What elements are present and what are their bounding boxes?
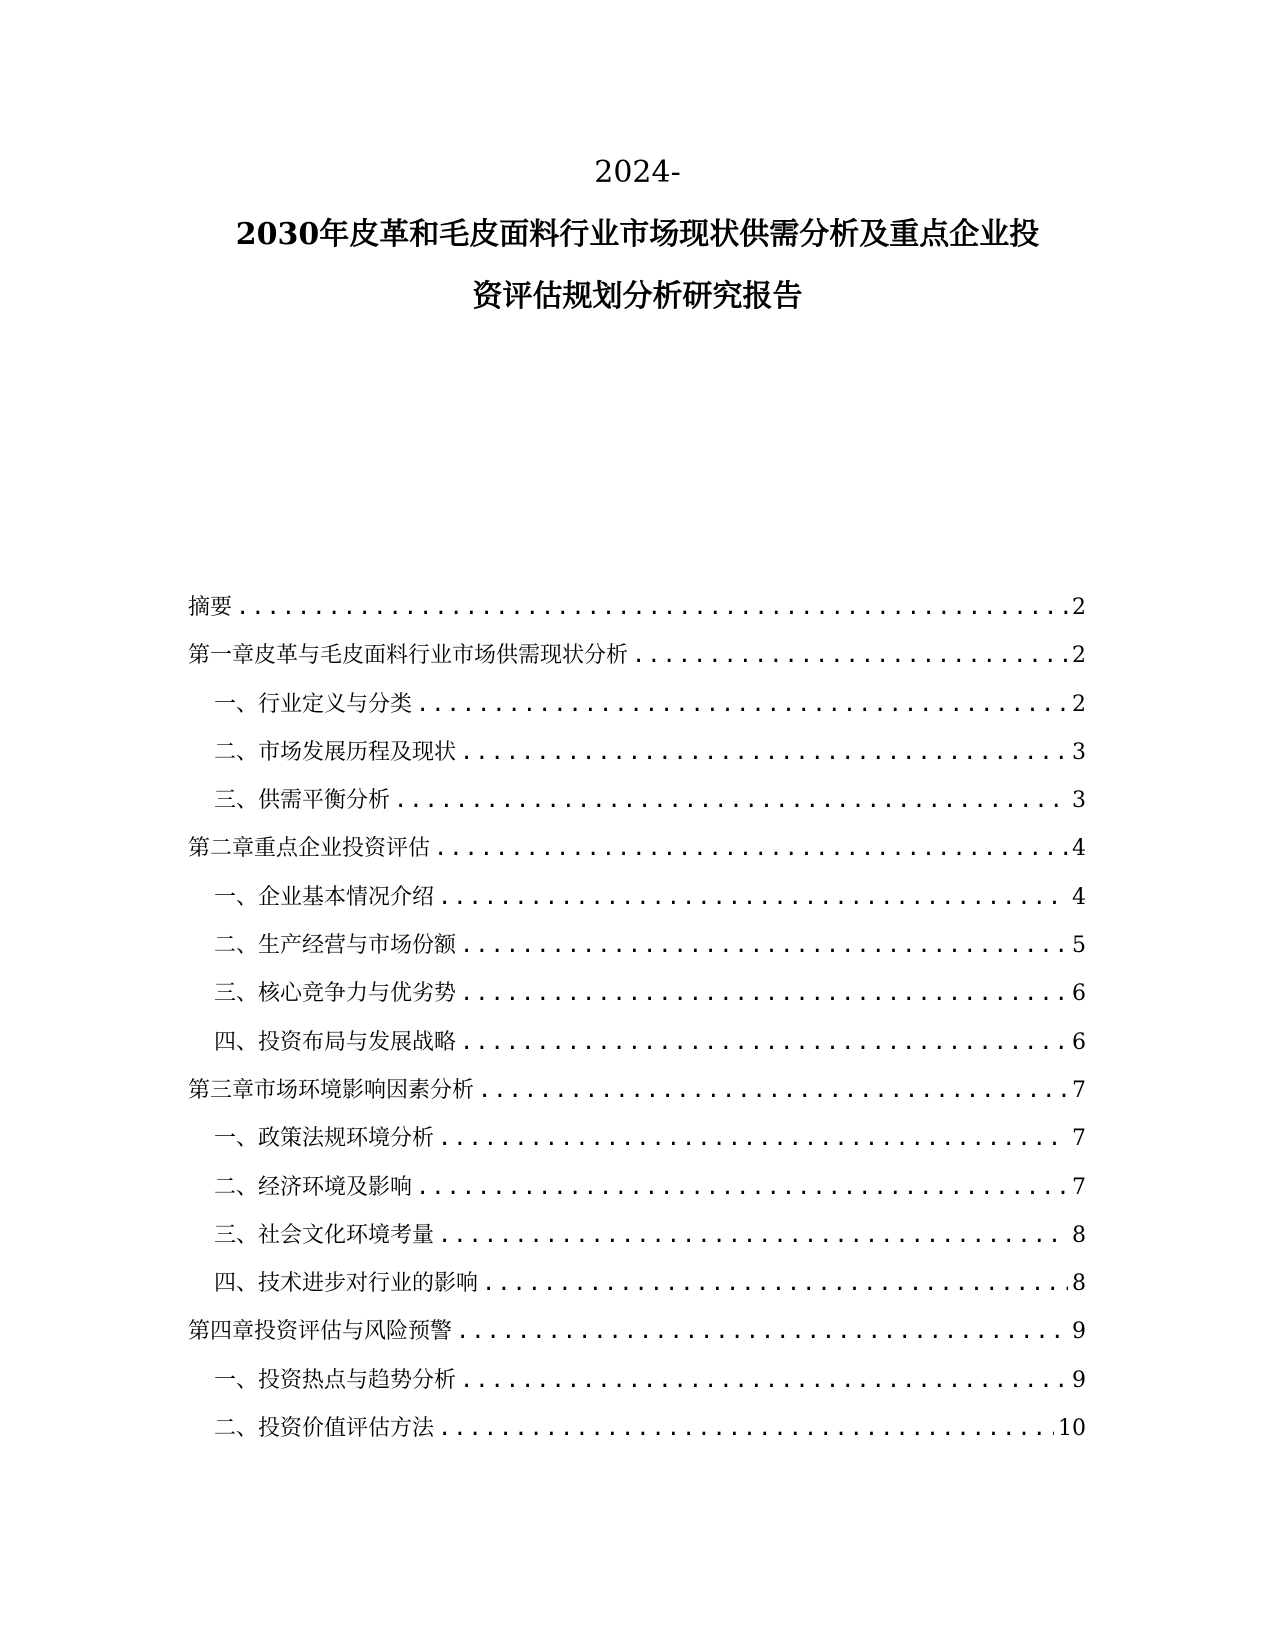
toc-entry-title: 摘要: [188, 595, 233, 620]
toc-dot-leader: [456, 1319, 1068, 1344]
toc-entry-page-number: 3: [1072, 739, 1086, 765]
toc-entry[interactable]: [188, 1218, 1086, 1266]
toc-entry[interactable]: [188, 976, 1086, 1024]
toc-entry[interactable]: [188, 687, 1086, 735]
toc-dot-leader: [632, 643, 1068, 668]
toc-entry-page-number: 6: [1072, 981, 1086, 1007]
toc-entry[interactable]: [188, 638, 1086, 686]
toc-entry-number: 第二章: [188, 836, 255, 862]
toc-entry[interactable]: [188, 783, 1086, 831]
toc-entry-page-number: 4: [1072, 884, 1086, 910]
toc-entry[interactable]: [188, 735, 1086, 783]
toc-entry-number: 一、: [214, 691, 259, 717]
toc-entry-title: 投资布局与发展战略: [258, 1029, 457, 1055]
toc-dot-leader: [416, 1175, 1068, 1200]
toc-entry-page-number: 10: [1058, 1416, 1086, 1442]
toc-entry[interactable]: [188, 831, 1086, 879]
toc-entry-title: 技术进步对行业的影响: [258, 1271, 479, 1297]
toc-entry-number: 四、: [214, 1029, 259, 1055]
toc-entry-page-number: 9: [1072, 1367, 1086, 1393]
toc-entry-page-number: 2: [1072, 691, 1086, 717]
toc-entry[interactable]: [188, 1363, 1086, 1411]
toc-dot-leader: [460, 1368, 1068, 1393]
toc-entry-number: 第三章: [188, 1077, 255, 1103]
toc-entry-page-number: 8: [1072, 1222, 1086, 1248]
toc-entry-title: 市场发展历程及现状: [258, 739, 457, 765]
toc-entry-number: 三、: [214, 1222, 259, 1248]
toc-entry[interactable]: [188, 1025, 1086, 1073]
toc-entry-title: 经济环境及影响: [258, 1174, 413, 1200]
toc-dot-leader: [434, 836, 1068, 861]
toc-entry-page-number: 8: [1072, 1271, 1086, 1297]
toc-dot-leader: [482, 1271, 1068, 1296]
toc-entry-title: 政策法规环境分析: [258, 1126, 435, 1152]
toc-dot-leader: [416, 692, 1068, 717]
toc-entry-page-number: 7: [1072, 1174, 1086, 1200]
toc-entry[interactable]: [188, 928, 1086, 976]
toc-entry-page-number: 3: [1072, 788, 1086, 814]
toc-entry[interactable]: [188, 1121, 1086, 1169]
toc-entry[interactable]: [188, 1073, 1086, 1121]
toc-entry-number: 二、: [214, 1416, 259, 1442]
toc-entry-title: 生产经营与市场份额: [258, 933, 457, 959]
title-line-2: 2030年皮革和毛皮面料行业市场现状供需分析及重点企业投: [235, 217, 1040, 252]
toc-entry[interactable]: [188, 590, 1086, 638]
toc-entry-number: 一、: [214, 1126, 259, 1152]
report-title: [0, 142, 1275, 328]
toc-entry-title: 供需平衡分析: [258, 788, 391, 814]
toc-entry-page-number: 2: [1072, 643, 1086, 669]
toc-entry-number: 三、: [214, 788, 259, 814]
toc-dot-leader: [394, 788, 1068, 813]
toc-entry-page-number: 5: [1072, 933, 1086, 959]
toc-entry-page-number: 2: [1072, 595, 1086, 620]
toc-entry-title: 投资评估与风险预警: [254, 1319, 453, 1345]
toc-dot-leader: [460, 1030, 1068, 1055]
toc-dot-leader: [438, 885, 1068, 910]
toc-entry-title: 皮革与毛皮面料行业市场供需现状分析: [254, 643, 629, 669]
toc-entry-number: 二、: [214, 933, 259, 959]
toc-dot-leader: [236, 595, 1068, 620]
toc-entry[interactable]: [188, 1170, 1086, 1218]
toc-dot-leader: [478, 1078, 1068, 1103]
toc-entry-title: 企业基本情况介绍: [258, 884, 435, 910]
toc-entry-title: 投资价值评估方法: [258, 1416, 435, 1442]
toc-entry-number: 二、: [214, 739, 259, 765]
title-line-1: 2024-: [594, 155, 681, 190]
toc-entry-title: 投资热点与趋势分析: [258, 1367, 457, 1393]
toc-entry-title: 行业定义与分类: [258, 691, 413, 717]
table-of-contents: [188, 590, 1086, 1459]
toc-entry-page-number: 7: [1072, 1077, 1086, 1103]
toc-entry[interactable]: [188, 1314, 1086, 1362]
toc-entry[interactable]: [188, 1266, 1086, 1314]
toc-entry-title: 市场环境影响因素分析: [254, 1077, 475, 1103]
title-line-3: 资评估规划分析研究报告: [472, 279, 803, 314]
toc-entry-title: 社会文化环境考量: [258, 1222, 435, 1248]
toc-entry-number: 一、: [214, 884, 259, 910]
toc-entry-number: 二、: [214, 1174, 259, 1200]
toc-dot-leader: [438, 1416, 1054, 1441]
toc-entry-number: 四、: [214, 1271, 259, 1297]
toc-entry-title: 核心竞争力与优劣势: [258, 981, 457, 1007]
toc-entry[interactable]: [188, 880, 1086, 928]
toc-entry-number: 第一章: [188, 643, 255, 669]
toc-entry-page-number: 9: [1072, 1319, 1086, 1345]
toc-dot-leader: [460, 933, 1068, 958]
toc-dot-leader: [460, 740, 1068, 765]
toc-entry-page-number: 7: [1072, 1126, 1086, 1152]
toc-dot-leader: [438, 1223, 1068, 1248]
toc-entry-number: 一、: [214, 1367, 259, 1393]
toc-entry-title: 重点企业投资评估: [254, 836, 431, 862]
toc-entry-page-number: 6: [1072, 1029, 1086, 1055]
toc-dot-leader: [460, 981, 1068, 1006]
toc-entry[interactable]: [188, 1411, 1086, 1459]
toc-entry-number: 三、: [214, 981, 259, 1007]
toc-entry-number: 第四章: [188, 1319, 255, 1345]
toc-dot-leader: [438, 1126, 1068, 1151]
toc-entry-page-number: 4: [1072, 836, 1086, 862]
